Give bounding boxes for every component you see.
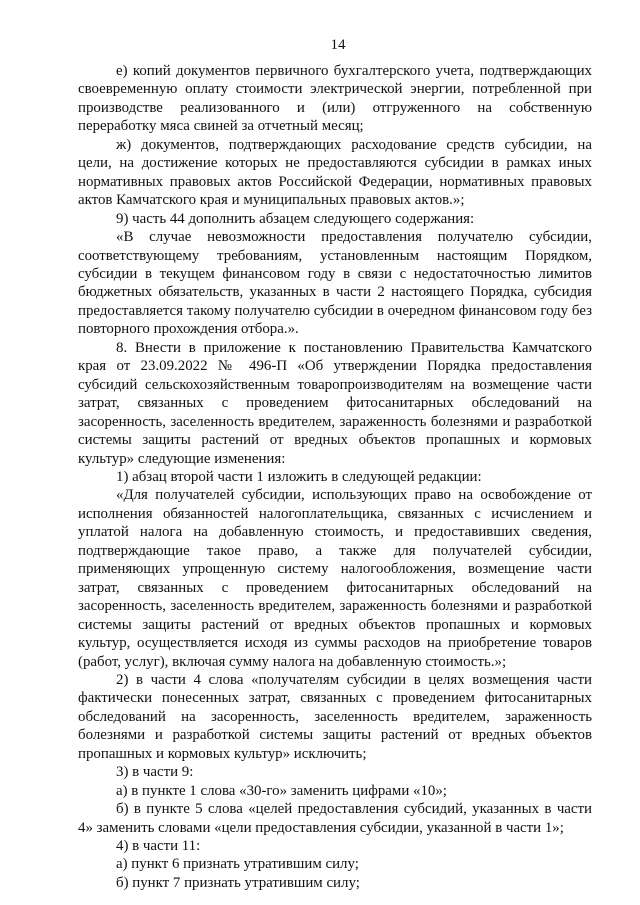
paragraph: е) копий документов первичного бухгалтерского учета, подтверждающих своевременную оплату стоимости электрической энергии, потребленной при производстве реализованного и (или) отгруженного на собственную переработку мяса свиней за отчетный месяц; [78,63,592,135]
paragraph: а) пункт 6 признать утратившим силу; [116,856,359,873]
paragraph: 9) часть 44 дополнить абзацем следующего содержания: [116,210,475,227]
paragraph: «Для получателей субсидии, использующих право на освобождение от исполнения обязанностей налогоплательщика, связанных с исчислением и уплатой налога на добавленную стоимость, и предоставивших сведения, подтверждающие такое право, а также для получателей субсидии, применяющих упрощенную систему налогообложения, возмещение части затрат, связанных с проведением фитосанитарных обследований на засоренность, заселенность вредителем, зараженность болезнями и разработкой системы защиты растений от вредных объектов пропашных и кормовых культур, осуществляется исходя из суммы расходов на приобретение товаров (работ, услуг), включая сумму налога на добавленную стоимость.»; [78,487,592,670]
paragraph: 3) в части 9: [116,764,194,781]
paragraph: 2) в части 4 слова «получателям субсидии в целях возмещения части фактически понесенных затрат, связанных с проведением фитосанитарных обследований на засоренность, заселенность вредителем, зараженность болезнями и разработкой системы защиты растений от вредных объектов пропашных и кормовых культур» исключить; [78,671,592,762]
paragraph: «В случае невозможности предоставления получателю субсидии, соответствующему требованиям, установленным настоящим Порядком, субсидии в текущем финансовом году в связи с недостаточностью лимитов бюджетных обязательств, указанных в части 2 настоящего Порядка, субсидия предоставляется такому получателю субсидии в очередном финансовом году без повторного прохождения отбора.». [78,229,592,338]
paragraph: ж) документов, подтверждающих расходование средств субсидии, на цели, на достижение которых не предоставляются субсидии в рамках иных нормативных правовых актов Российской Федерации, нормативных правовых актов Камчатского края и муниципальных правовых актов.»; [78,136,592,209]
paragraph: б) в пункте 5 слова «целей предоставления субсидий, указанных в части 4» заменить словами «цели предоставления субсидии, указанной в части 1»; [78,801,592,836]
paragraph: 1) абзац второй части 1 изложить в следующей редакции: [116,468,482,485]
paragraph: 8. Внести в приложение к постановлению Правительства Камчатского края от 23.09.2022 № 496-П «Об утверждении Порядка предоставления субсидий сельскохозяйственным товаропроизводителям на возмещение части затрат, связанных с проведением фитосанитарных обследований на засоренность, заселенность вредителем, зараженность болезнями и разработкой системы защиты растений от вредных объектов пропашных и кормовых культур» следующие изменения: [78,339,592,467]
paragraph: а) в пункте 1 слова «30-го» заменить цифрами «10»; [116,782,447,799]
page-number: 14 [330,37,346,53]
paragraph: б) пункт 7 признать утратившим силу; [116,874,360,891]
paragraph: 4) в части 11: [116,838,201,855]
document-body [78,62,592,892]
